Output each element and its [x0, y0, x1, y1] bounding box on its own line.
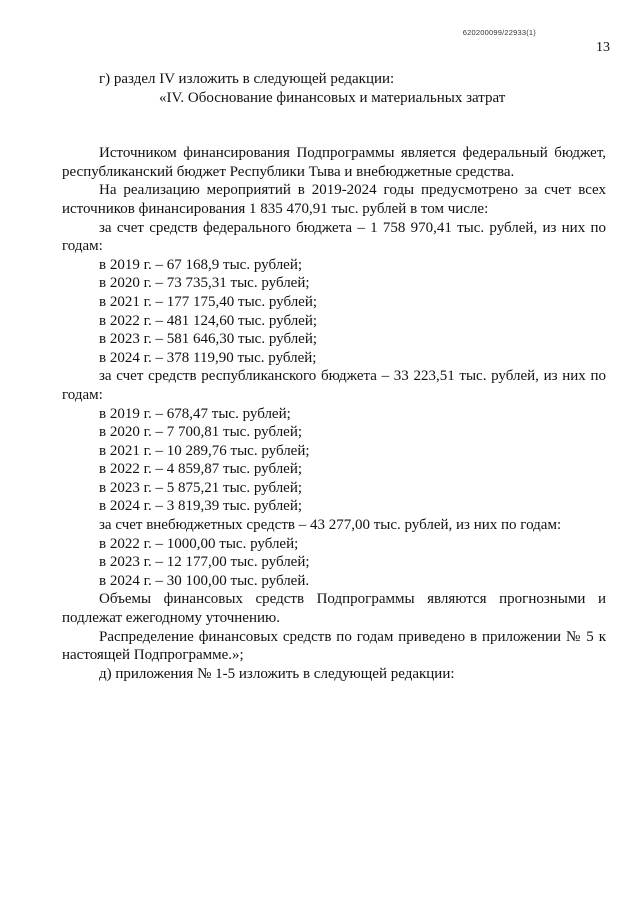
- republic-item: в 2021 г. – 10 289,76 тыс. рублей;: [99, 442, 310, 459]
- amendment-d: д) приложения № 1-5 изложить в следующей редакции:: [99, 665, 455, 682]
- offbudget-item: в 2023 г. – 12 177,00 тыс. рублей;: [99, 554, 310, 571]
- amendment-g: г) раздел IV изложить в следующей редакции:: [99, 71, 395, 87]
- republic-item: в 2022 г. – 4 859,87 тыс. рублей;: [99, 461, 303, 478]
- republic-intro: за счет средств республиканского бюджета – 33 223,51 тыс. рублей, из них по годам:: [62, 368, 606, 403]
- republic-item: в 2024 г. – 3 819,39 тыс. рублей;: [99, 498, 303, 515]
- page-number: 13: [596, 40, 610, 55]
- spacer: [62, 107, 606, 144]
- paragraph-forecast: Объемы финансовых средств Подпрограммы являются прогнозными и подлежат ежегодному уточнению.: [62, 591, 606, 627]
- federal-item: в 2020 г. – 73 735,31 тыс. рублей;: [99, 275, 310, 292]
- offbudget-intro: за счет внебюджетных средств – 43 277,00 тыс. рублей, из них по годам:: [99, 517, 562, 534]
- paragraph-total: На реализацию мероприятий в 2019-2024 годы предусмотрено за счет всех источников финансирования 1 835 470,91 тыс. рублей в том числе:: [62, 182, 606, 217]
- federal-item: в 2019 г. – 67 168,9 тыс. рублей;: [99, 256, 303, 273]
- republic-item: в 2019 г. – 678,47 тыс. рублей;: [99, 405, 291, 422]
- federal-intro: за счет средств федерального бюджета – 1 758 970,41 тыс. рублей, из них по годам:: [62, 219, 606, 255]
- federal-item: в 2023 г. – 581 646,30 тыс. рублей;: [99, 331, 318, 348]
- republic-item: в 2023 г. – 5 875,21 тыс. рублей;: [99, 479, 303, 496]
- offbudget-item: в 2024 г. – 30 100,00 тыс. рублей.: [99, 572, 310, 589]
- paragraph-distribution: Распределение финансовых средств по годам приведено в приложении № 5 к настоящей Подпрограмме.»;: [62, 628, 606, 664]
- offbudget-item: в 2022 г. – 1000,00 тыс. рублей;: [99, 535, 299, 552]
- federal-item: в 2021 г. – 177 175,40 тыс. рублей;: [99, 293, 318, 310]
- document-id: 620200099/22933(1): [462, 28, 536, 37]
- federal-item: в 2022 г. – 481 124,60 тыс. рублей;: [99, 312, 318, 329]
- republic-item: в 2020 г. – 7 700,81 тыс. рублей;: [99, 424, 303, 441]
- federal-item: в 2024 г. – 378 119,90 тыс. рублей;: [99, 349, 317, 366]
- document-body: [62, 70, 606, 683]
- section-title: «IV. Обоснование финансовых и материальных затрат: [159, 89, 506, 106]
- paragraph-sources: Источником финансирования Подпрограммы является федеральный бюджет, республиканский бюджет Республики Тыва и внебюджетные средства.: [62, 145, 606, 180]
